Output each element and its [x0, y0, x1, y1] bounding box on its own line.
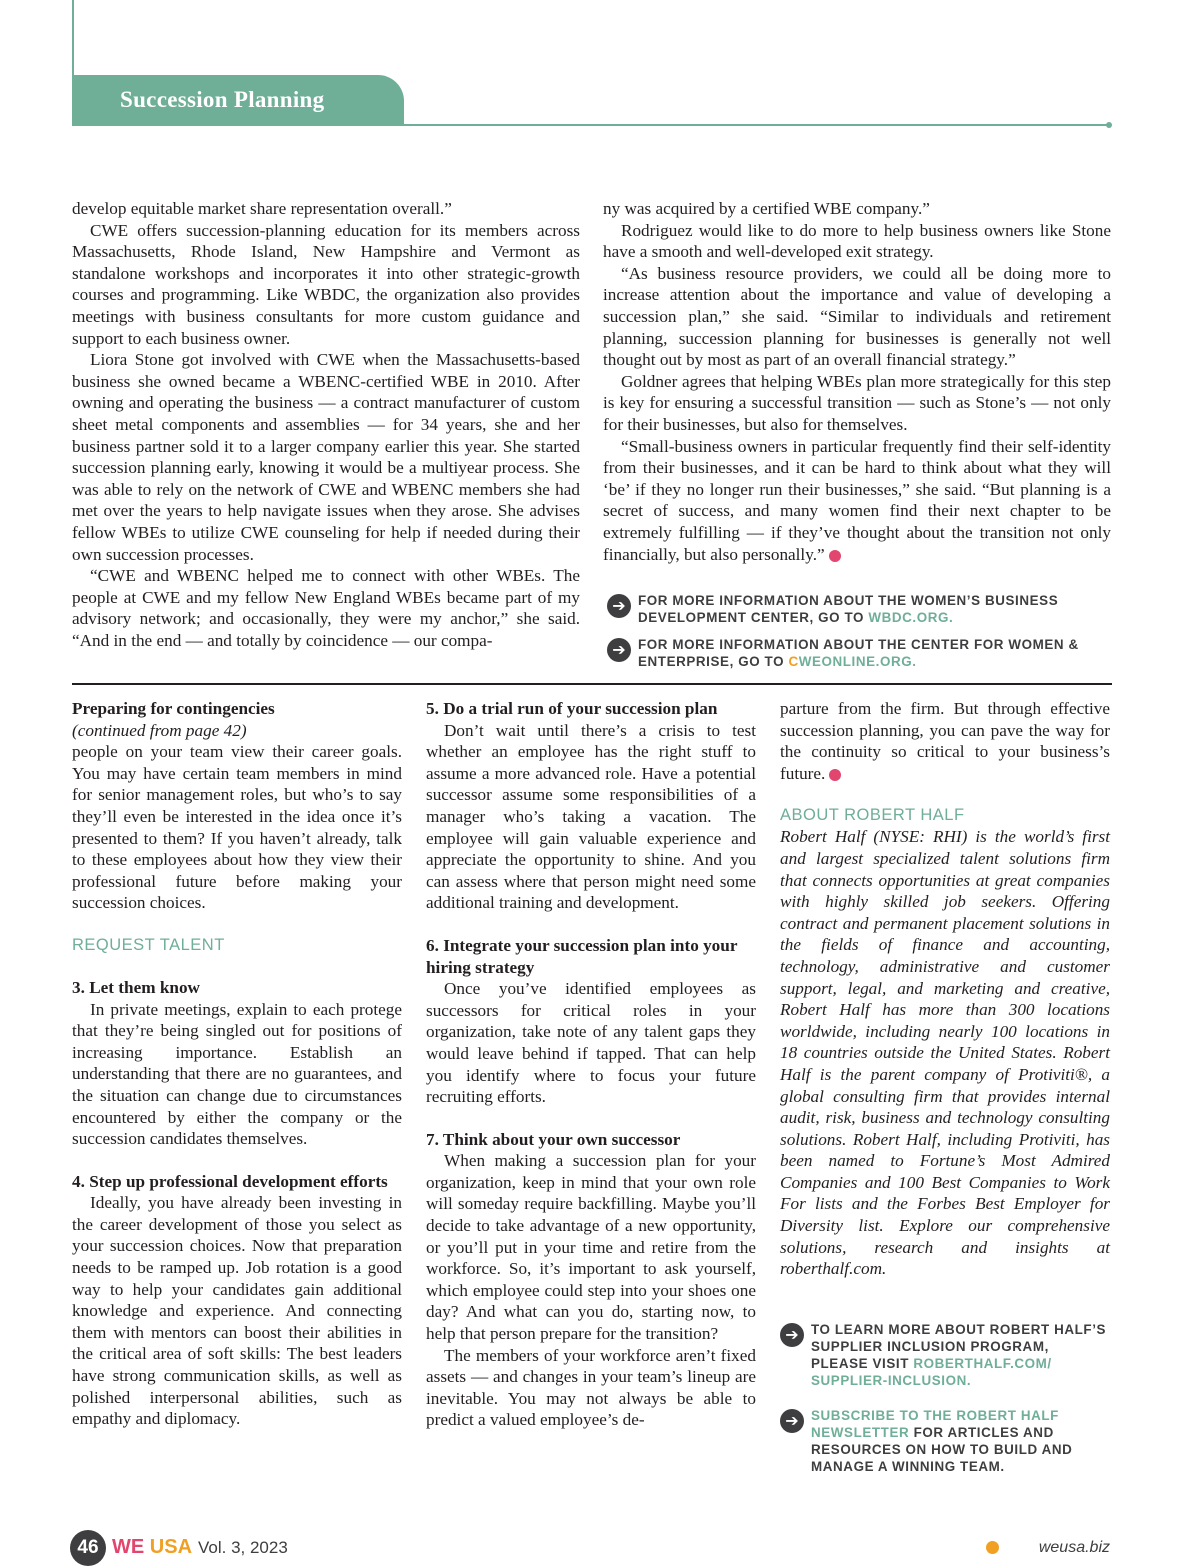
header-vertical-rule [72, 0, 74, 75]
paragraph: “Small-business owners in particular frequently find their self-identity from their businesses, and it can be hard to think about what they will ‘be’ if they no longer run their businesses,” she said. “But planning is a secret of success, and many women find their next chapter to be extremely fulfilling — if they’ve thought about the transition not only financially, but also personally.” [603, 436, 1111, 564]
arrow-right-icon: ➔ [780, 1323, 804, 1347]
paragraph: ny was acquired by a certified WBE company.” [603, 199, 930, 218]
arrow-right-icon: ➔ [607, 638, 631, 662]
paragraph: Don’t wait until there’s a crisis to test whether an employee has the right stuff to assume a more advanced role. Have a potential successor assume some responsibilities of a manager who’s taking a vacation. The employee will gain valuable experience and appreciate the opportunity to shine. And you can assess where that person might need some additional training and development. [426, 720, 756, 913]
paragraph: develop equitable market share representation overall.” [72, 199, 452, 218]
arrow-right-icon: ➔ [607, 594, 631, 618]
info-callout-newsletter: ➔ SUBSCRIBE TO THE ROBERT HALF NEWSLETTER FOR ARTICLES AND RESOURCES ON HOW TO BUILD AND MANAGE A WINNING TEAM. [780, 1407, 1110, 1475]
arrow-right-icon: ➔ [780, 1409, 804, 1433]
top-left-column [72, 198, 580, 651]
section-divider [72, 683, 1112, 685]
paragraph: “CWE and WBENC helped me to connect with other WBEs. The people at CWE and my fellow New England WBEs became part of my advisory network; and occasionally, they were my anchor,” she said. “And in the end — and totally by coincidence — our compa- [72, 566, 580, 650]
section-title: Succession Planning [120, 87, 325, 112]
issue-volume: Vol. 3, 2023 [198, 1538, 288, 1557]
paragraph: In private meetings, explain to each protege that they’re being singled out for positions of increasing importance. Establish an understanding that there are no guarantees, and the situation can change due to circumstances encountered by either the company or the succession candidates themselves. [72, 999, 402, 1149]
paragraph: “As business resource providers, we could all be doing more to increase attention about the importance and value of developing a succession plan,” she said. “Similar to individuals and retirement planning, succession planning for businesses is generally not well thought out by most as part of an overall financial strategy.” [603, 263, 1111, 370]
newsletter-link[interactable]: SUBSCRIBE TO THE ROBERT HALF NEWSLETTER [811, 1408, 1059, 1440]
cwe-link[interactable]: CWEONLINE.ORG. [788, 654, 917, 669]
paragraph: Once you’ve identified employees as successors for critical roles in your organization, take note of any talent gaps they would leave behind if tapped. That can help you identify where to focus your future recruiting efforts. [426, 979, 756, 1107]
step-heading: 4. Step up professional development efforts [72, 1171, 388, 1191]
paragraph: Liora Stone got involved with CWE when the Massachusetts-based business she owned became a WBENC-certified WBE in 2010. After owning and operating the business — a contract manufacturer of custom sheet metal components and assemblies — for 34 years, she and her business partner sold it to a larger company earlier this year. She started succession planning early, knowing it would be a multiyear process. She was able to rely on the network of CWE and WBENC members she had met over the years to help navigate issues when they arose. She advises fellow WBEs to utilize CWE counseling for help if needed during their own succession processes. [72, 350, 580, 564]
top-right-column [603, 198, 1111, 565]
sidebar-heading: Preparing for contingencies [72, 699, 275, 718]
step-heading: 6. Integrate your succession plan into your hiring strategy [426, 935, 738, 977]
paragraph: Goldner agrees that helping WBEs plan more strategically for this step is key for ensuring a successful transition — such as Stone’s — not only for their businesses, but also for themselves. [603, 371, 1111, 434]
site-logo-icon [986, 1541, 999, 1554]
about-heading: ABOUT ROBERT HALF [780, 806, 965, 825]
bottom-column-1 [72, 698, 402, 1430]
about-text: Robert Half (NYSE: RHI) is the world’s first and largest specialized talent solutions firm that connects opportunities at great companies with highly skilled job seekers. Offering contract and permanent placement solutions in the fields of finance and accounting, technology, administrative and customer support, legal, and marketing and creative, Robert Half has more than 300 locations worldwide, including nearly 100 locations in 18 countries outside the United States. Robert Half is the parent company of Protiviti®, a global consulting firm that provides internal audit, risk, business and technology consulting solutions. Robert Half, including Protiviti, has been named to Fortune’s Most Admired Companies and 100 Best Companies to Work For lists and the Forbes Best Employer for Diversity list. Explore our comprehensive solutions, research and insights at roberthalf.com. [780, 827, 1110, 1279]
paragraph: When making a succession plan for your organization, keep in mind that your own role will someday require backfilling. Maybe you’ll decide to take advantage of a new opportunity, or you’ll put in your time and retire from the workforce. So, it’s important to ask yourself, which employee could step into your shoes one day? And what can you do, starting now, to help that person prepare for the transition? [426, 1151, 756, 1344]
info-callout-wbdc: ➔ FOR MORE INFORMATION ABOUT THE WOMEN’S BUSINESS DEVELOPMENT CENTER, GO TO WBDC.ORG. [607, 592, 1107, 626]
header-rule-dot [1106, 122, 1112, 128]
bottom-column-2 [426, 698, 756, 1431]
continued-note: (continued from page 42) [72, 720, 247, 740]
step-heading: 3. Let them know [72, 977, 200, 997]
info-callout-cwe: ➔ FOR MORE INFORMATION ABOUT THE CENTER FOR WOMEN & ENTERPRISE, GO TO CWEONLINE.ORG. [607, 636, 1107, 670]
paragraph: The members of your workforce aren’t fixed assets — and changes in your team’s lineup are inevitable. You may not always be able to predict a valued employee’s de- [426, 1345, 756, 1430]
section-banner [72, 75, 404, 126]
paragraph: Rodriguez would like to do more to help business owners like Stone have a smooth and well-developed exit strategy. [603, 220, 1111, 262]
header-horizontal-rule [404, 124, 1109, 126]
paragraph: CWE offers succession-planning education for its members across Massachusetts, Rhode Island, New Hampshire and Vermont as standalone workshops and incorporates it into other strategic-growth courses and programming. Like WBDC, the organization also provides meetings with business consultants for more custom guidance and support to each business owner. [72, 220, 580, 348]
bottom-column-3 [780, 698, 1110, 1280]
paragraph: parture from the firm. But through effective succession planning, you can pave the way for the continuity so critical to your business’s future. [780, 699, 1110, 783]
request-talent-link[interactable]: REQUEST TALENT [72, 935, 225, 954]
supplier-inclusion-link[interactable]: ROBERTHALF.COM/ SUPPLIER-INCLUSION. [811, 1356, 1052, 1388]
magazine-logo: WE USA [112, 1536, 193, 1558]
website-link[interactable]: weusa.biz [1038, 1539, 1110, 1556]
paragraph: people on your team view their career goals. You may have certain team members in mind for senior management roles, but who’s to say they’ll even be interested in the idea once it’s presented to them? If you haven’t already, talk to these employees about how they view their professional future before making your succession choices. [72, 742, 402, 913]
paragraph: Ideally, you have already been investing in the career development of those you select as your succession choices. Now that preparation needs to be ramped up. Job rotation is a good way to help your candidates gain additional knowledge and experience. And connecting them with mentors can boost their abilities in the critical area of soft skills: The best leaders have strong communication skills, as well as polished interpersonal abilities, such as empathy and diplomacy. [72, 1193, 402, 1429]
we-end-mark-icon [829, 550, 841, 562]
info-callout-supplier-inclusion: ➔ TO LEARN MORE ABOUT ROBERT HALF’S SUPPLIER INCLUSION PROGRAM, PLEASE VISIT ROBERTHALF.COM/ SUPPLIER-INCLUSION. [780, 1321, 1110, 1389]
step-heading: 7. Think about your own successor [426, 1129, 681, 1149]
we-end-mark-icon [829, 769, 841, 781]
wbdc-link[interactable]: WBDC.ORG. [868, 610, 954, 625]
page-number: 46 [70, 1530, 106, 1566]
step-heading: 5. Do a trial run of your succession plan [426, 699, 718, 718]
